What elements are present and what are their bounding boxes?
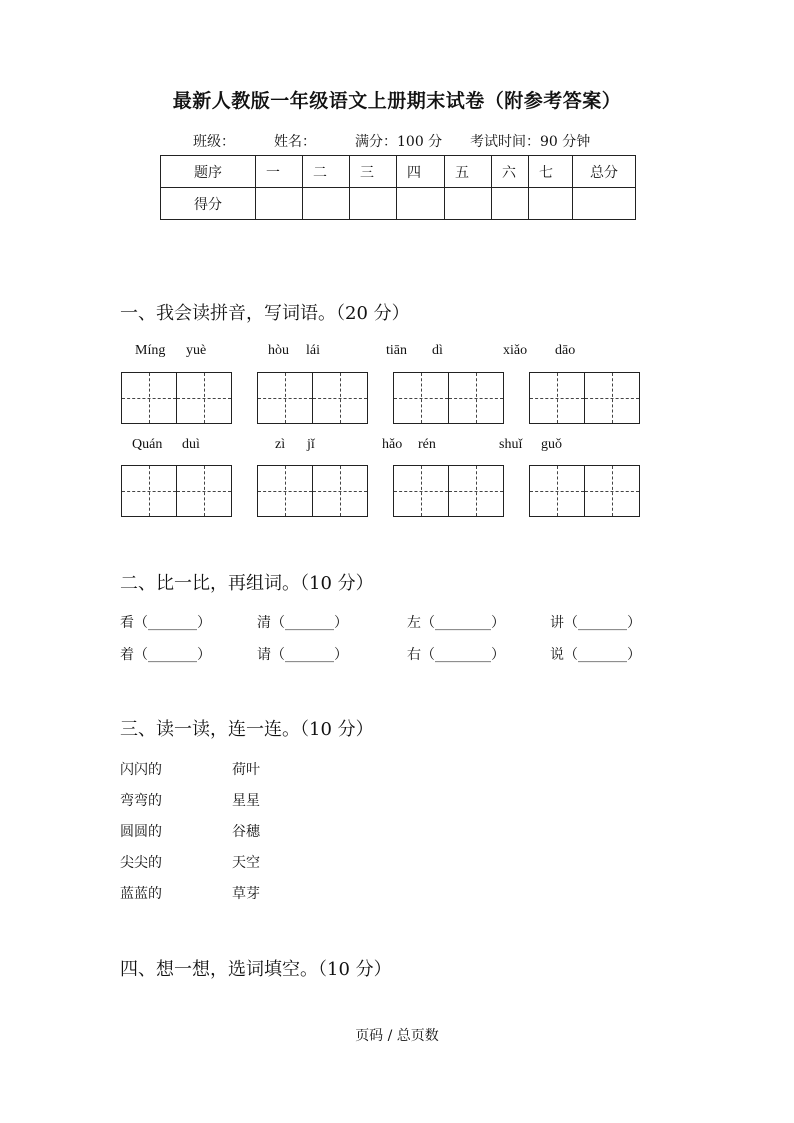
pinyin-syllable: dāo	[555, 343, 576, 358]
pinyin-syllable: guǒ	[541, 437, 562, 452]
match-left-item[interactable]: 弯弯的	[120, 793, 162, 809]
match-left-item[interactable]: 尖尖的	[120, 855, 162, 871]
score-cell[interactable]	[573, 188, 636, 220]
writing-box[interactable]	[529, 465, 585, 517]
score-header-cell: 五	[445, 156, 492, 188]
score-table-header-row	[161, 156, 636, 188]
writing-box[interactable]	[448, 372, 504, 424]
pinyin-syllable: hǎo	[382, 437, 403, 452]
section-3-title: 三、读一读，连一连。（10 分）	[120, 719, 374, 740]
pinyin-syllable: shuǐ	[499, 437, 523, 452]
compare-item[interactable]: 讲（_______）	[550, 615, 641, 631]
pinyin-syllable: lái	[306, 343, 320, 358]
full-score: 满分：100 分	[355, 134, 443, 150]
match-right-item[interactable]: 星星	[232, 793, 260, 809]
writing-box[interactable]	[257, 372, 313, 424]
compare-item[interactable]: 清（_______）	[257, 615, 348, 631]
match-right-item[interactable]: 草芽	[232, 886, 260, 902]
match-right-item[interactable]: 谷穗	[232, 824, 260, 840]
page-title: 最新人教版一年级语文上册期末试卷（附参考答案）	[172, 90, 622, 112]
score-cell[interactable]	[397, 188, 445, 220]
match-left-item[interactable]: 圆圆的	[120, 824, 162, 840]
pinyin-syllable: jǐ	[307, 437, 315, 452]
score-header-cell: 二	[303, 156, 350, 188]
writing-box[interactable]	[529, 372, 585, 424]
pinyin-syllable: tiān	[386, 343, 407, 358]
score-header-cell: 一	[256, 156, 303, 188]
writing-box[interactable]	[121, 465, 177, 517]
pinyin-syllable: yuè	[186, 343, 207, 358]
match-left-item[interactable]: 闪闪的	[120, 762, 162, 778]
score-header-cell: 三	[350, 156, 397, 188]
score-header-cell: 题序	[161, 156, 256, 188]
pinyin-syllable: Quán	[132, 437, 163, 452]
page-footer: 页码 / 总页数	[355, 1028, 439, 1044]
writing-box[interactable]	[584, 465, 640, 517]
exam-time: 考试时间：90 分钟	[470, 134, 591, 150]
writing-box[interactable]	[121, 372, 177, 424]
score-header-cell: 六	[492, 156, 529, 188]
score-row-label: 得分	[161, 188, 256, 220]
compare-item[interactable]: 左（________）	[407, 615, 505, 631]
compare-item[interactable]: 着（_______）	[120, 647, 211, 663]
score-table-score-row	[161, 188, 636, 220]
compare-item[interactable]: 请（_______）	[257, 647, 348, 663]
writing-box[interactable]	[176, 372, 232, 424]
score-table	[160, 155, 636, 220]
score-cell[interactable]	[529, 188, 573, 220]
match-right-item[interactable]: 荷叶	[232, 762, 260, 778]
pinyin-syllable: rén	[418, 437, 436, 452]
section-2-title: 二、比一比，再组词。（10 分）	[120, 573, 374, 594]
pinyin-syllable: duì	[182, 437, 200, 452]
match-right-item[interactable]: 天空	[232, 855, 260, 871]
pinyin-syllable: Míng	[135, 343, 166, 358]
name-label: 姓名：	[274, 134, 316, 150]
pinyin-syllable: zì	[275, 437, 286, 452]
compare-item[interactable]: 说（_______）	[550, 647, 641, 663]
writing-box[interactable]	[584, 372, 640, 424]
section-4-title: 四、想一想，选词填空。（10 分）	[120, 959, 392, 980]
match-left-item[interactable]: 蓝蓝的	[120, 886, 162, 902]
compare-item[interactable]: 看（_______）	[120, 615, 211, 631]
score-header-cell: 总分	[573, 156, 636, 188]
score-header-cell: 七	[529, 156, 573, 188]
compare-item[interactable]: 右（________）	[407, 647, 505, 663]
score-cell[interactable]	[256, 188, 303, 220]
writing-box[interactable]	[312, 372, 368, 424]
section-1-title: 一、我会读拼音，写词语。（20 分）	[120, 303, 410, 324]
score-cell[interactable]	[492, 188, 529, 220]
writing-box[interactable]	[257, 465, 313, 517]
writing-box[interactable]	[393, 372, 449, 424]
writing-box[interactable]	[176, 465, 232, 517]
score-cell[interactable]	[445, 188, 492, 220]
pinyin-syllable: hòu	[268, 343, 289, 358]
writing-box[interactable]	[312, 465, 368, 517]
class-label: 班级：	[193, 134, 235, 150]
writing-box[interactable]	[393, 465, 449, 517]
score-cell[interactable]	[350, 188, 397, 220]
score-header-cell: 四	[397, 156, 445, 188]
score-cell[interactable]	[303, 188, 350, 220]
writing-box[interactable]	[448, 465, 504, 517]
pinyin-syllable: xiǎo	[503, 343, 528, 358]
pinyin-syllable: dì	[432, 343, 443, 358]
